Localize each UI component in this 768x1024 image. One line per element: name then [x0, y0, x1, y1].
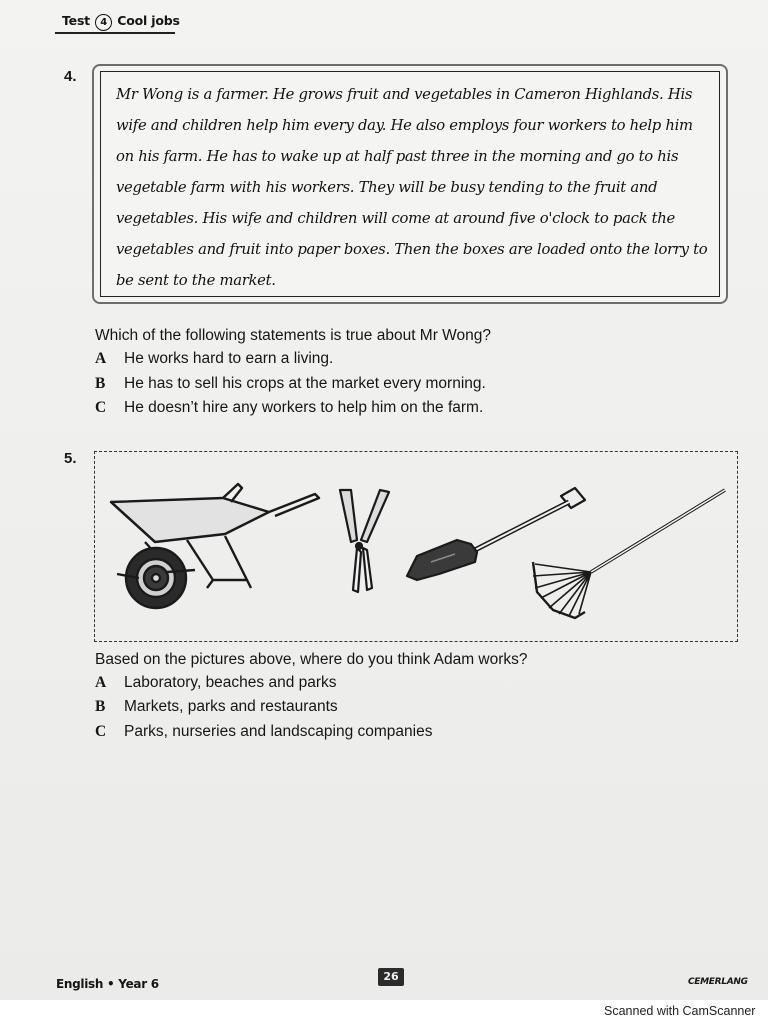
- passage-text: Mr Wong is a farmer. He grows fruit and vegetables in Cameron Highlands. His wife and children help him every day. He also employs four workers to help him on his farm. He has to wake up at half past three in the morning and go to his vegetable farm with his workers. They will be busy tending to the fruit and vegetables. His wife and children will come at around five o'clock to pack the vegetables and fruit into paper boxes. Then the boxes are loaded onto the lorry to be sent to the market.: [116, 86, 708, 289]
- option-text: He works hard to earn a living.: [124, 350, 334, 367]
- year-label: Year 6: [118, 977, 159, 991]
- question-5-text: Based on the pictures above, where do you think Adam works?: [95, 651, 528, 668]
- test-word: Test: [62, 13, 90, 28]
- question-4-number: 4.: [64, 68, 77, 85]
- tools-picture-box: [94, 451, 738, 642]
- option-letter: B: [95, 698, 106, 715]
- test-number: 4: [95, 14, 112, 31]
- question-5-number: 5.: [64, 450, 77, 467]
- tools-illustration: [95, 452, 739, 643]
- subject-label: English: [56, 977, 104, 991]
- option-letter: C: [95, 399, 107, 416]
- wheelbarrow-icon: [111, 484, 319, 608]
- hedge-shears-icon: [340, 490, 389, 592]
- option-text: Markets, parks and restaurants: [124, 698, 338, 715]
- option-letter: B: [95, 375, 106, 392]
- shovel-icon: [407, 488, 585, 580]
- option-letter: A: [95, 674, 107, 691]
- option-text: Parks, nurseries and landscaping companies: [124, 723, 433, 740]
- rake-icon: [533, 490, 725, 618]
- option-letter: C: [95, 723, 107, 740]
- bullet-separator: •: [103, 977, 119, 991]
- option-text: Laboratory, beaches and parks: [124, 674, 337, 691]
- footer-subject: [56, 977, 159, 991]
- test-title: Cool jobs: [117, 13, 180, 28]
- page-number: 26: [378, 968, 404, 986]
- scanner-watermark: Scanned with CamScanner: [604, 1004, 756, 1018]
- publisher-logo: CEMERLANG: [688, 977, 748, 987]
- header-rule: [55, 32, 175, 34]
- option-text: He doesn’t hire any workers to help him on the farm.: [124, 399, 484, 416]
- option-letter: A: [95, 350, 107, 367]
- question-4-text: Which of the following statements is true about Mr Wong?: [95, 327, 492, 344]
- option-text: He has to sell his crops at the market every morning.: [124, 375, 486, 392]
- page-header: [62, 13, 180, 31]
